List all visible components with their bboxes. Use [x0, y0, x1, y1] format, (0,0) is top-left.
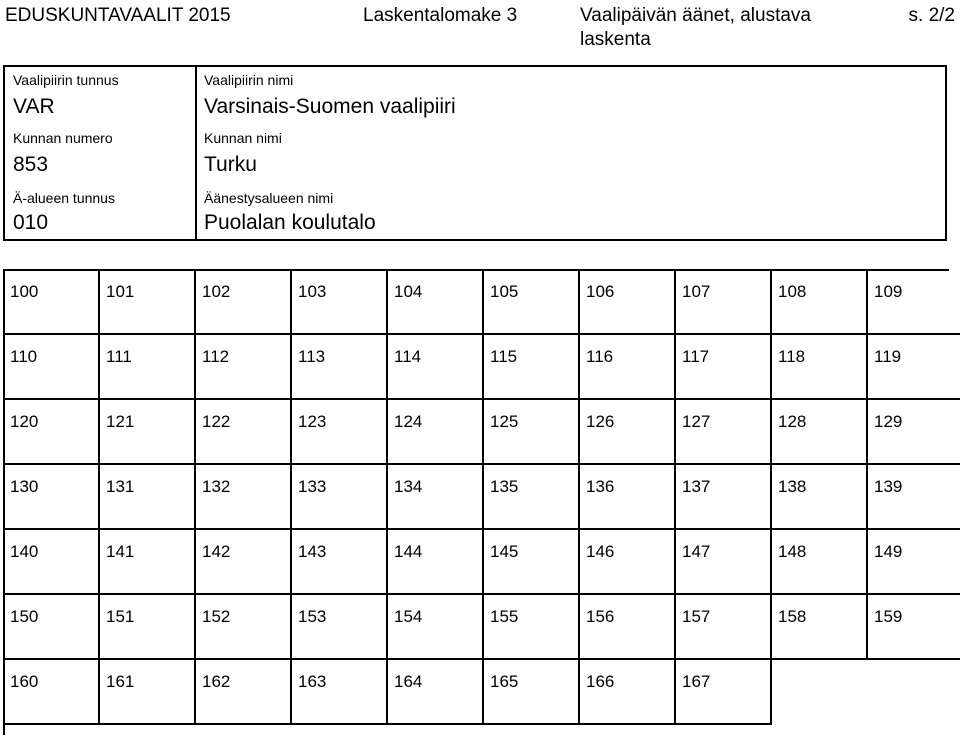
- candidate-number-cell: 138: [772, 465, 868, 530]
- candidate-number-cell: 117: [676, 335, 772, 400]
- candidate-number-cell: 128: [772, 400, 868, 465]
- area-name-value: Puolalan koulutalo: [204, 211, 376, 234]
- candidate-number-cell: 125: [484, 400, 580, 465]
- candidate-number-cell: 119: [868, 335, 960, 400]
- candidate-number-cell: 122: [196, 400, 292, 465]
- candidate-number-cell: 153: [292, 595, 388, 660]
- candidate-number-cell: 133: [292, 465, 388, 530]
- candidate-number-cell: 113: [292, 335, 388, 400]
- candidate-number-cell: 134: [388, 465, 484, 530]
- area-code-value: 010: [13, 211, 49, 234]
- candidate-number-cell: 157: [676, 595, 772, 660]
- candidate-number-cell: 163: [292, 660, 388, 725]
- candidate-number-cell: 130: [4, 465, 100, 530]
- candidate-number-cell: 136: [580, 465, 676, 530]
- candidate-number-cell: 141: [100, 530, 196, 595]
- candidate-number-cell: 123: [292, 400, 388, 465]
- municipality-name-value: Turku: [204, 153, 257, 176]
- candidate-number-cell: 152: [196, 595, 292, 660]
- candidate-number-cell: 166: [580, 660, 676, 725]
- candidate-number-cell: 129: [868, 400, 960, 465]
- candidate-number-cell: 142: [196, 530, 292, 595]
- candidate-number-grid: [3, 269, 949, 735]
- candidate-number-cell: 167: [676, 660, 772, 725]
- candidate-number-cell: 131: [100, 465, 196, 530]
- candidate-number-cell: 159: [868, 595, 960, 660]
- district-name-label: Vaalipiirin nimi: [204, 72, 294, 88]
- candidate-number-cell: 112: [196, 335, 292, 400]
- info-divider: [195, 67, 197, 239]
- candidate-number-cell: 108: [772, 270, 868, 335]
- candidate-number-cell: 148: [772, 530, 868, 595]
- candidate-number-cell: 106: [580, 270, 676, 335]
- candidate-number-cell: 151: [100, 595, 196, 660]
- candidate-number-cell: 156: [580, 595, 676, 660]
- candidate-number-cell: 114: [388, 335, 484, 400]
- municipality-number-label: Kunnan numero: [13, 130, 113, 146]
- candidate-number-cell: 149: [868, 530, 960, 595]
- candidate-number-cell: 135: [484, 465, 580, 530]
- candidate-number-cell: 137: [676, 465, 772, 530]
- page-number: s. 2/2: [908, 5, 955, 26]
- info-box: [3, 65, 947, 241]
- candidate-number-cell: 118: [772, 335, 868, 400]
- election-title: EDUSKUNTAVAALIT 2015: [5, 5, 231, 26]
- candidate-number-cell: 107: [676, 270, 772, 335]
- candidate-number-cell: 147: [676, 530, 772, 595]
- candidate-number-cell: 162: [196, 660, 292, 725]
- form-name: Laskentalomake 3: [363, 5, 518, 26]
- candidate-number-cell: 111: [100, 335, 196, 400]
- candidate-number-cell: 164: [388, 660, 484, 725]
- candidate-number-cell: 100: [4, 270, 100, 335]
- candidate-number-cell: 161: [100, 660, 196, 725]
- candidate-number-cell: 150: [4, 595, 100, 660]
- candidate-number-cell: 121: [100, 400, 196, 465]
- candidate-number-cell: 132: [196, 465, 292, 530]
- candidate-number-cell: 155: [484, 595, 580, 660]
- candidate-number-cell: 144: [388, 530, 484, 595]
- district-code-value: VAR: [13, 95, 55, 118]
- municipality-name-label: Kunnan nimi: [204, 130, 282, 146]
- candidate-number-cell: 143: [292, 530, 388, 595]
- candidate-number-cell: 145: [484, 530, 580, 595]
- candidate-number-cell: 120: [4, 400, 100, 465]
- candidate-number-cell: 105: [484, 270, 580, 335]
- area-code-label: Ä-alueen tunnus: [13, 190, 115, 206]
- candidate-number-cell: 116: [580, 335, 676, 400]
- candidate-number-cell: 146: [580, 530, 676, 595]
- candidate-number-cell: 109: [868, 270, 960, 335]
- candidate-number-cell: 127: [676, 400, 772, 465]
- candidate-number-cell: 124: [388, 400, 484, 465]
- candidate-number-cell: 160: [4, 660, 100, 725]
- area-name-label: Äänestysalueen nimi: [204, 190, 334, 206]
- district-code-label: Vaalipiirin tunnus: [13, 72, 119, 88]
- candidate-number-cell: 103: [292, 270, 388, 335]
- candidate-number-cell: 110: [4, 335, 100, 400]
- candidate-number-cell: 104: [388, 270, 484, 335]
- candidate-number-cell: 115: [484, 335, 580, 400]
- candidate-number-cell: 126: [580, 400, 676, 465]
- district-name-value: Varsinais-Suomen vaalipiiri: [204, 95, 456, 118]
- form-description: Vaalipäivän äänet, alustava laskenta: [580, 5, 811, 50]
- candidate-number-cell: 165: [484, 660, 580, 725]
- candidate-number-cell: 101: [100, 270, 196, 335]
- candidate-number-cell: 139: [868, 465, 960, 530]
- candidate-number-cell: 140: [4, 530, 100, 595]
- municipality-number-value: 853: [13, 153, 49, 176]
- candidate-number-cell: 158: [772, 595, 868, 660]
- candidate-number-cell: 102: [196, 270, 292, 335]
- candidate-number-cell: 154: [388, 595, 484, 660]
